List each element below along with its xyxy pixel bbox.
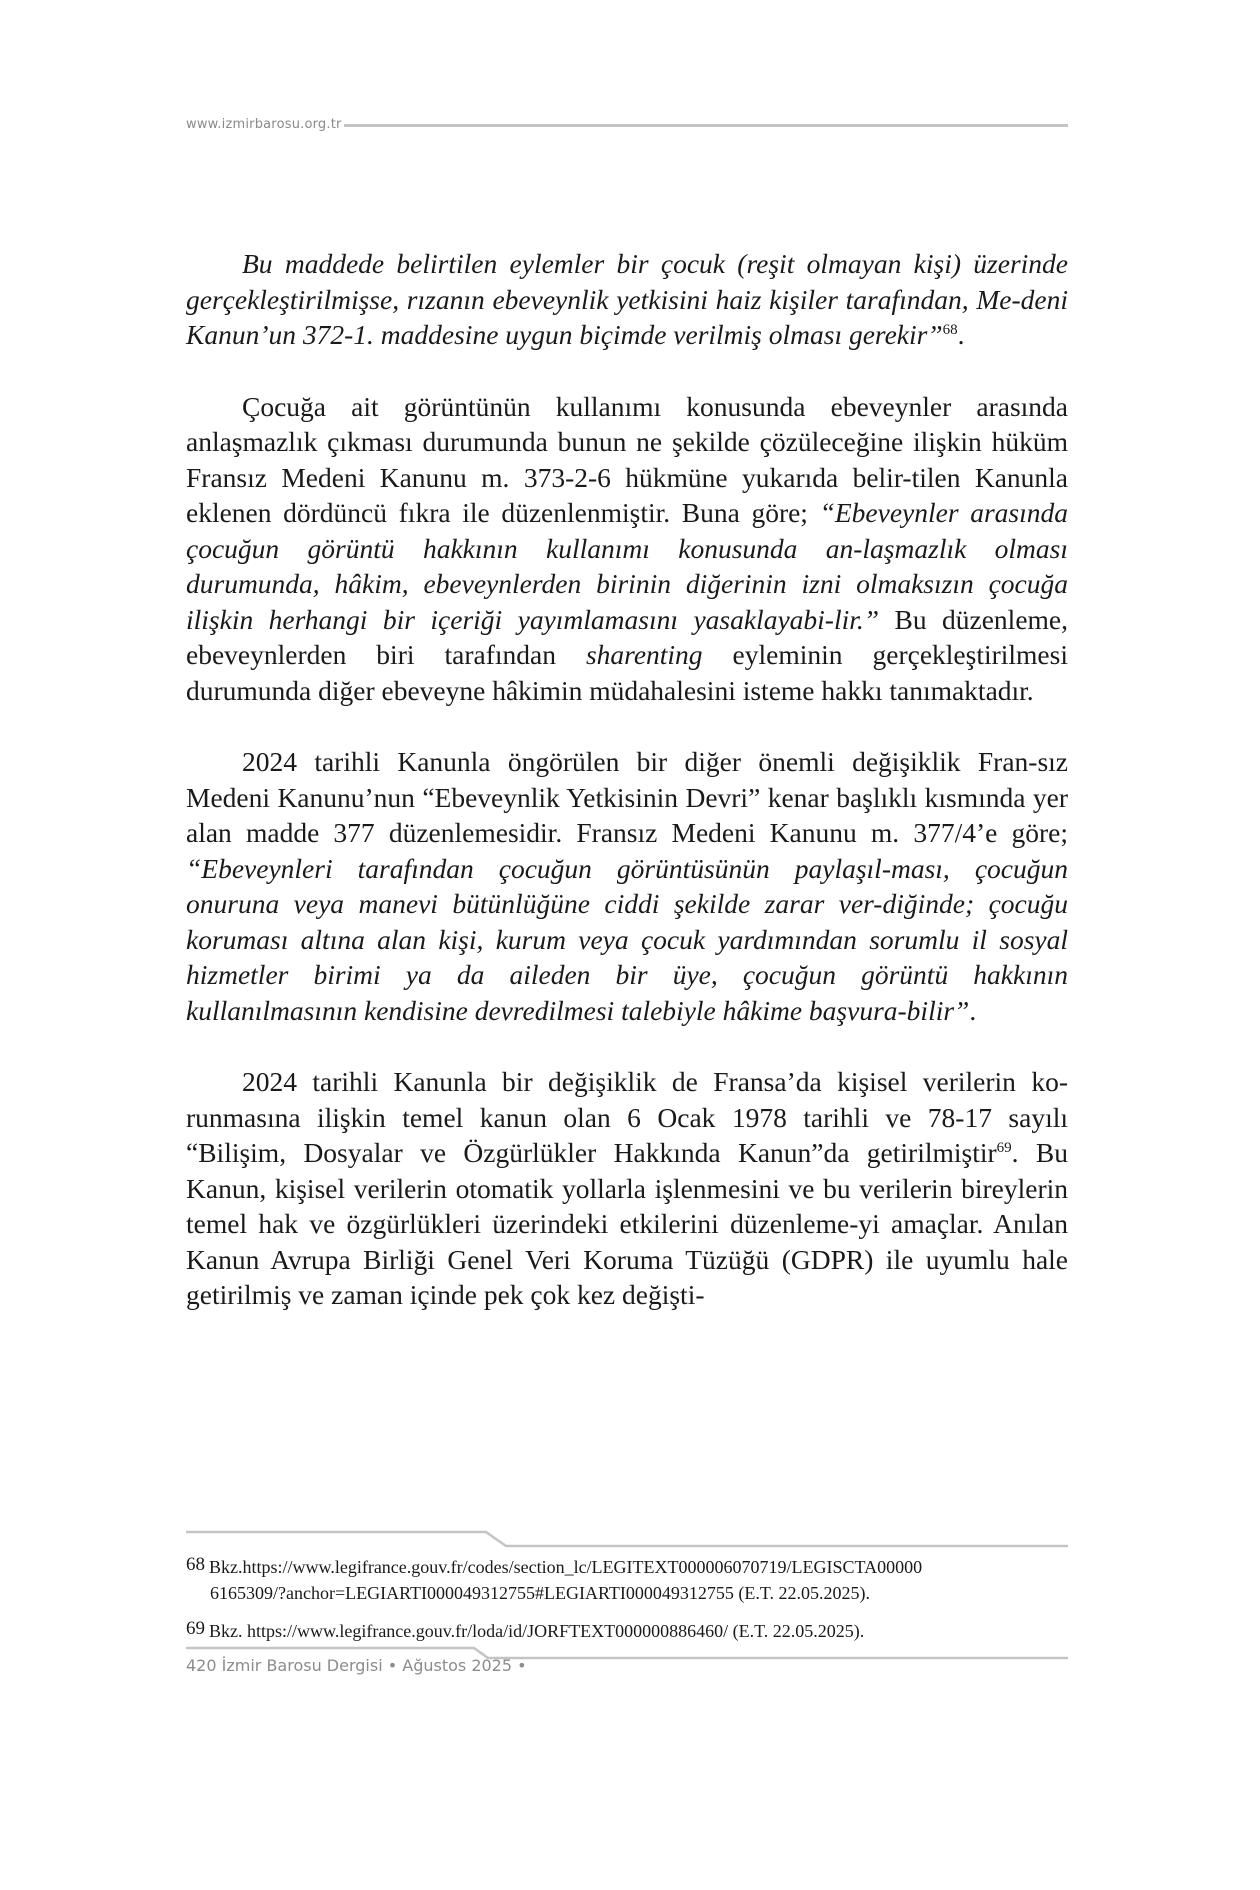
header-url[interactable]: www.izmirbarosu.org.tr	[186, 116, 342, 132]
italic-text: “Ebeveynleri tarafından çocuğun görüntüsünün paylaşıl-ması, çocuğun onuruna veya manevi bütünlüğüne ciddi şekilde zarar ver-diğinde; çocuğu koruması altına alan kişi, kurum veya çocuk yardımından sorumlu il sosyal hizmetler birimi ya da aileden bir üye, çocuğun görüntü hakkının kullanılmasının kendisine devredilmesi talebiyle hâkime başvura-bilir”	[186, 852, 1068, 1026]
text-run: .	[957, 319, 965, 350]
footnote-text[interactable]: Bkz. https://www.legifrance.gouv.fr/loda/id/JORFTEXT000000886460/ (E.T. 22.05.2025).	[209, 1621, 865, 1641]
footnote-number: 68	[186, 1554, 205, 1575]
text-run: Çocuğa ait görüntünün kullanımı konusunda ebeveynler arasında anlaşmazlık çıkması durumunda bunun ne şekilde çözüleceğine ilişkin hüküm Fransız Medeni Kanunu m. 373-2-6 hükmüne yukarıda belir-tilen Kanunla eklenen dördüncü fıkra ile düzenlenmiştir. Buna göre;	[186, 390, 1068, 528]
footnotes	[186, 1552, 1068, 1644]
footer-text: 420 İzmir Barosu Dergisi • Ağustos 2025 •	[186, 1656, 527, 1675]
paragraph-2	[186, 389, 1068, 709]
text-run: 2024 tarihli Kanunla öngörülen bir diğer önemli değişiklik Fran-sız Medeni Kanunu’nun “Ebeveynlik Yetkisinin Devri” kenar başlıklı kısmında yer alan madde 377 düzenlemesidir. Fransız Medeni Kanunu m. 377/4’e göre;	[186, 746, 1068, 848]
body-text	[186, 246, 1068, 1313]
text-run: . Bu Kanun, kişisel verilerin otomatik yollarla işlenmesini ve bu verilerin bireylerin temel hak ve özgürlükleri üzerindeki etkilerini düzenleme-yi amaçlar. Anılan Kanun Avrupa Birliği Genel Veri Koruma Tüzüğü (GDPR) ile uyumlu hale getirilmiş ve zaman içinde pek çok kez değişti-	[186, 1137, 1068, 1310]
paragraph-3	[186, 744, 1068, 1028]
text-run: .	[969, 994, 977, 1026]
paragraph-4	[186, 1064, 1068, 1313]
italic-text: Bu maddede belirtilen eylemler bir çocuk (reşit olmayan kişi) üzerinde gerçekleştirilmişse, rızanın ebeveynlik yetkisini haiz kişiler tarafından, Me-deni Kanun’un 372-1. maddesine uygun biçimde verilmiş olması gerekir”	[186, 248, 1068, 350]
page-header	[186, 112, 1068, 136]
footnote-number: 69	[186, 1618, 205, 1639]
footnote-text[interactable]: Bkz.https://www.legifrance.gouv.fr/codes/section_lc/LEGITEXT000006070719/LEGISCTA00000	[209, 1557, 923, 1577]
footnote-reference[interactable]: 69	[996, 1139, 1012, 1156]
footnote-68	[186, 1552, 1068, 1606]
footnote-69	[186, 1616, 1068, 1644]
paragraph-1	[186, 246, 1068, 353]
page-footer	[186, 1646, 1068, 1686]
text-run: Bu düzenleme, ebeveynlerden biri tarafından	[186, 603, 1068, 670]
italic-text: sharenting	[585, 639, 703, 670]
footnote-separator	[186, 1530, 1068, 1554]
header-rule	[344, 124, 1068, 127]
footnote-reference[interactable]: 68	[942, 321, 958, 338]
text-run: 2024 tarihli Kanunla bir değişiklik de Fransa’da kişisel verilerin ko-runmasına ilişkin temel kanun olan 6 Ocak 1978 tarihli ve 78-17 sayılı “Bilişim, Dosyalar ve Özgürlükler Hakkında Kanun”da getirilmiştir	[186, 1066, 1068, 1168]
italic-text: “Ebeveynler arasında çocuğun görüntü hakkının kullanımı konusunda an-laşmazlık olması durumunda, hâkim, ebeveynlerden birinin diğerinin izni olmaksızın çocuğa ilişkin herhangi bir içeriği yayımlamasını yasaklayabi-lir.”	[186, 497, 1068, 635]
footnote-text-continued[interactable]: 6165309/?anchor=LEGIARTI000049312755#LEGIARTI000049312755 (E.T. 22.05.2025).	[210, 1583, 871, 1603]
text-run: eyleminin gerçekleştirilmesi durumunda diğer ebeveyne hâkimin müdahalesini isteme hakkı tanımaktadır.	[186, 639, 1068, 706]
